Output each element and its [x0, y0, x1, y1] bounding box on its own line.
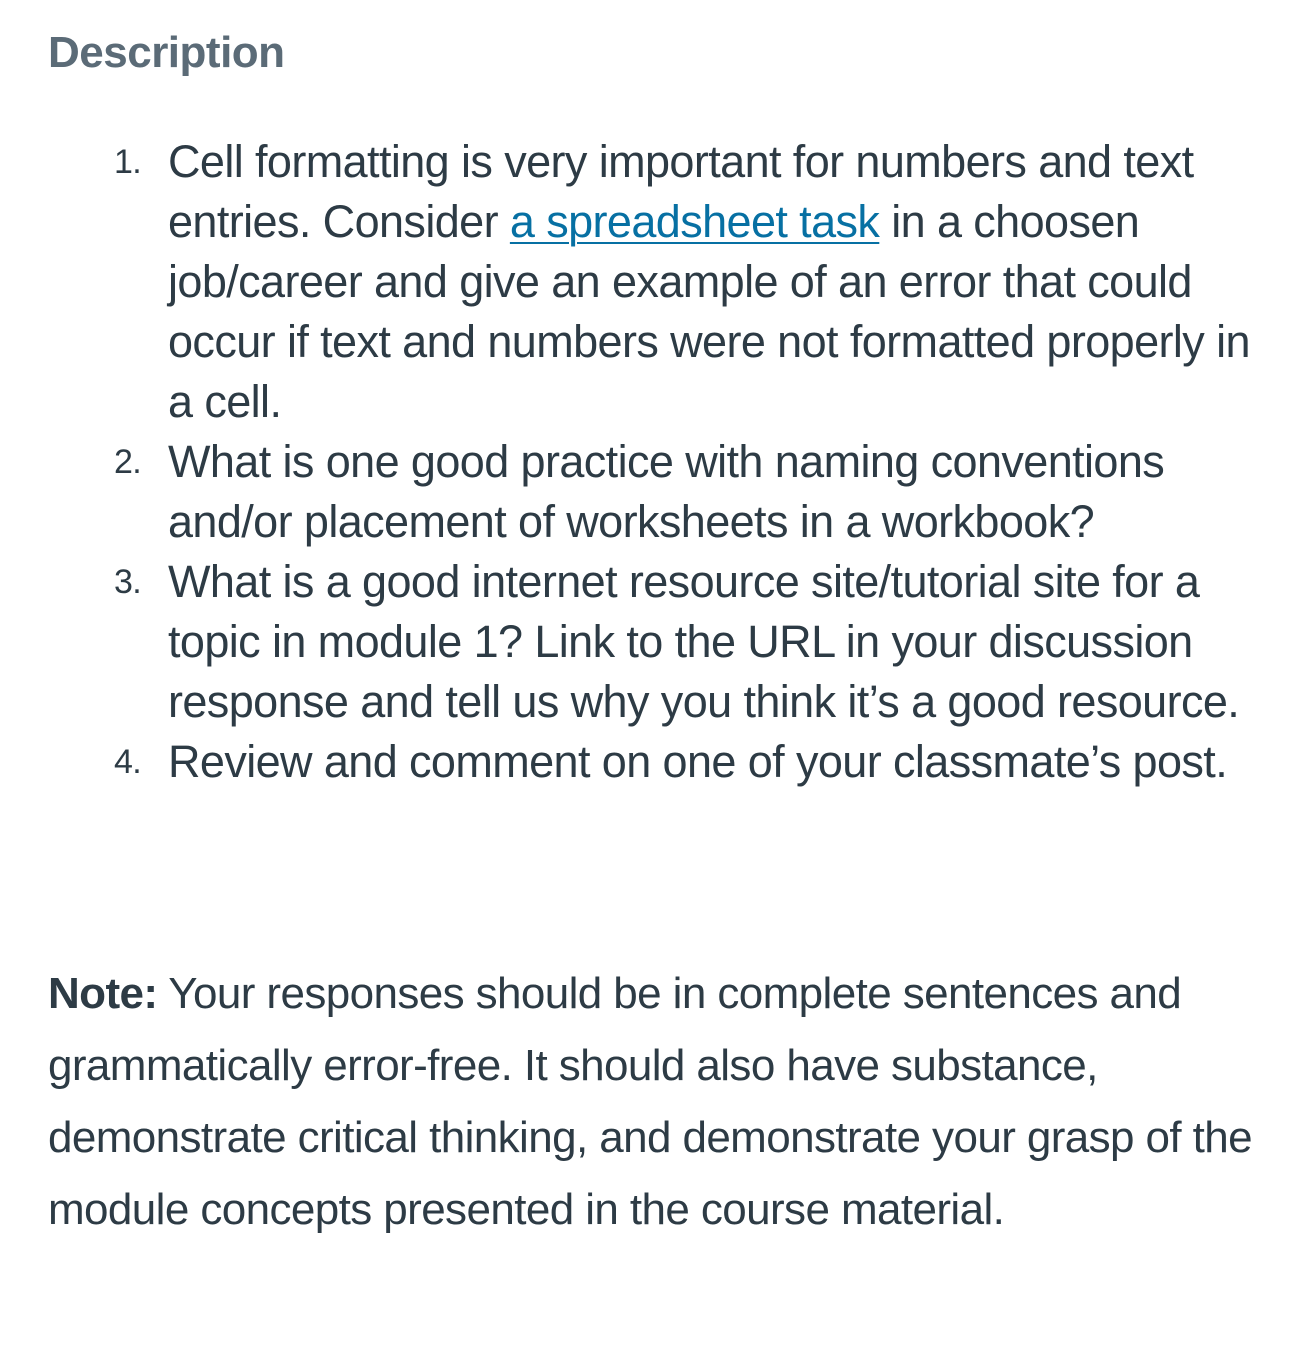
list-number: 2. — [114, 443, 142, 481]
list-item — [0, 432, 1290, 552]
question-text: What is one good practice with naming conventions and/or placement of worksheets in a workbook? — [168, 436, 1165, 547]
question-text: in a choosen job/career and give an example of an error that could occur if text and numbers were not formatted properly in a cell. — [168, 196, 1250, 427]
list-item — [0, 552, 1290, 732]
list-number: 1. — [114, 143, 142, 181]
note-text: Your responses should be in complete sentences and grammatically error-free. It should also have substance, demonstrate critical thinking, and demonstrate your grasp of the module concepts presented in the course material. — [48, 969, 1253, 1234]
list-number: 4. — [114, 743, 142, 781]
question-text: Review and comment on one of your classmate’s post. — [168, 736, 1228, 787]
question-text: What is a good internet resource site/tutorial site for a topic in module 1? Link to the URL in your discussion response and tell us why you think it’s a good resource. — [168, 556, 1240, 727]
question-list — [0, 132, 1290, 792]
list-item — [0, 732, 1290, 792]
question-text: Cell formatting is very important for numbers and text entries. Consider — [168, 136, 1194, 247]
spreadsheet-task-link[interactable]: a spreadsheet task — [509, 196, 880, 247]
list-number: 3. — [114, 563, 142, 601]
page-title: Description — [48, 28, 285, 77]
note-label: Note: — [48, 969, 158, 1018]
note-paragraph — [48, 958, 1258, 1246]
list-item — [0, 132, 1290, 432]
